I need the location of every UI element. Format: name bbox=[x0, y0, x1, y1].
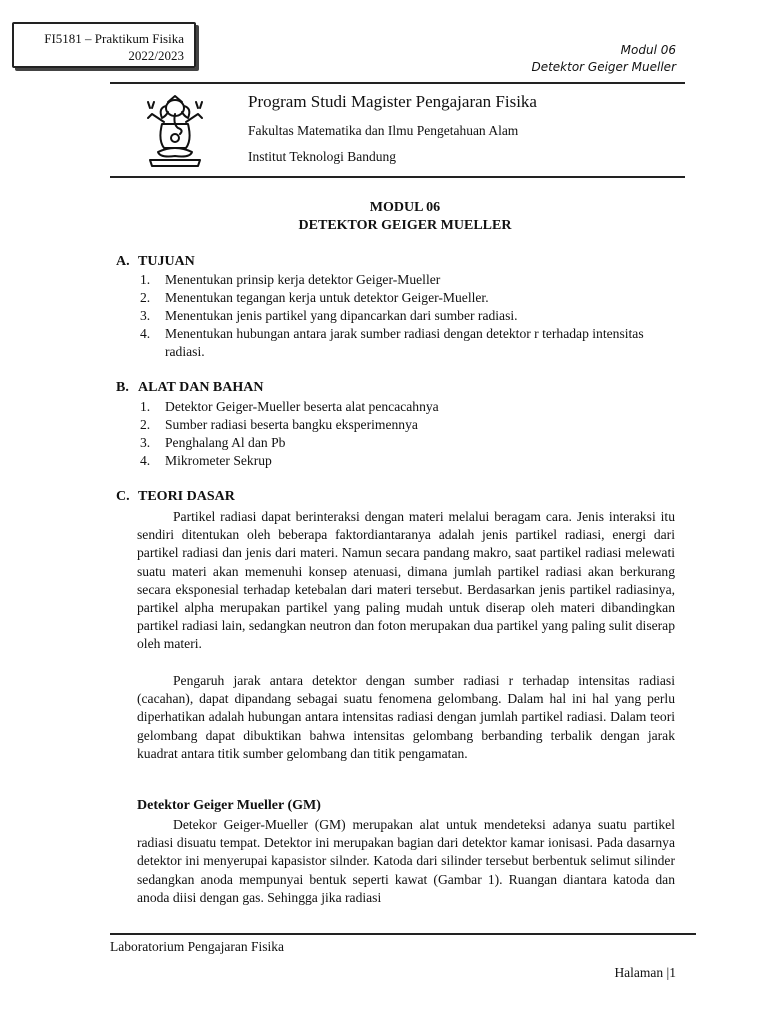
section-c-letter: C. bbox=[116, 489, 130, 504]
course-label-box bbox=[12, 22, 196, 68]
list-number: 2. bbox=[140, 290, 151, 305]
section-a-heading bbox=[116, 254, 195, 270]
list-item bbox=[140, 434, 688, 452]
list-text: Mikrometer Sekrup bbox=[165, 453, 272, 468]
page-number: Halaman |1 bbox=[614, 965, 676, 980]
list-item bbox=[140, 307, 688, 325]
footer-lab-name: Laboratorium Pengajaran Fisika bbox=[110, 939, 284, 954]
list-number: 1. bbox=[140, 272, 151, 287]
objectives-list bbox=[140, 271, 688, 361]
program-title: Program Studi Magister Pengajaran Fisika bbox=[248, 92, 537, 111]
list-text: Menentukan prinsip kerja detektor Geiger-Mueller bbox=[165, 272, 441, 287]
theory-paragraph-1: Partikel radiasi dapat berinteraksi dengan materi melalui beragam cara. Jenis interaksi itu sendiri ditentukan oleh beberapa faktordiantaranya adalah jenis partikel radiasi, energi dari partikel radiasi dan jenis dari materi. Namun secara pandang makro, saat partikel radiasi melewati suatu materi akan memenuhi konsep atenuasi, dimana jumlah partikel radiasi akan berkurang secara eksponesial terhadap ketebalan dari materi tersebut. Berdasarkan jenis partikel radiasinya, partikel alpha merupakan partikel yang paling mudah untuk diserap oleh materi dibandingkan partikel radiasi lain, sedangkan neutron dan foton merupakan dua partikel yang paling sulit diserap oleh materi. bbox=[137, 509, 675, 652]
list-text: Menentukan hubungan antara jarak sumber radiasi dengan detektor r terhadap intensitas radiasi. bbox=[165, 326, 644, 359]
section-b-title: ALAT DAN BAHAN bbox=[138, 380, 264, 395]
academic-year: 2022/2023 bbox=[128, 48, 184, 63]
list-number: 3. bbox=[140, 435, 151, 450]
gm-subheading: Detektor Geiger Mueller (GM) bbox=[137, 798, 321, 813]
institute-name: Institut Teknologi Bandung bbox=[248, 149, 397, 164]
module-tag bbox=[531, 42, 676, 76]
list-number: 1. bbox=[140, 399, 151, 414]
equipment-list bbox=[140, 398, 688, 470]
theory-paragraph-2: Pengaruh jarak antara detektor dengan sumber radiasi r terhadap intensitas radiasi (cacahan), dapat dipandang sebagai suatu fenomena gelombang. Dalam hal ini hal yang perlu diperhatikan adalah hubungan antara intensitas radiasi dengan jumlah partikel radiasi. Dalam teori gelombang dapat dibuktikan bahwa intensitas gelombang berbanding terbalik dengan jarak kuadrat antara titik sumber gelombang dan titik pengamatan. bbox=[137, 673, 675, 761]
list-item bbox=[140, 398, 688, 416]
module-number: Modul 06 bbox=[620, 43, 676, 57]
section-b-heading bbox=[116, 380, 264, 396]
header-bottom-rule bbox=[110, 176, 685, 178]
list-text: Menentukan tegangan kerja untuk detektor Geiger-Mueller. bbox=[165, 290, 489, 305]
list-text: Detektor Geiger-Mueller beserta alat pencacahnya bbox=[165, 399, 439, 414]
list-number: 2. bbox=[140, 417, 151, 432]
list-number: 4. bbox=[140, 326, 151, 341]
list-number: 4. bbox=[140, 453, 151, 468]
list-item bbox=[140, 289, 688, 307]
course-code: FI5181 – Praktikum Fisika bbox=[44, 31, 184, 46]
list-text: Menentukan jenis partikel yang dipancarkan dari sumber radiasi. bbox=[165, 308, 518, 323]
module-name: Detektor Geiger Mueller bbox=[531, 60, 676, 74]
list-text: Sumber radiasi beserta bangku eksperimennya bbox=[165, 417, 418, 432]
list-text: Penghalang Al dan Pb bbox=[165, 435, 286, 450]
section-a-letter: A. bbox=[116, 254, 130, 269]
list-item bbox=[140, 325, 688, 361]
section-c-heading bbox=[116, 489, 235, 505]
list-item bbox=[140, 452, 688, 470]
section-b-letter: B. bbox=[116, 380, 129, 395]
list-number: 3. bbox=[140, 308, 151, 323]
module-title-line2: DETEKTOR GEIGER MUELLER bbox=[298, 218, 512, 233]
itb-ganesha-logo-icon bbox=[140, 94, 210, 168]
section-c-title: TEORI DASAR bbox=[138, 489, 235, 504]
gm-paragraph: Detekor Geiger-Mueller (GM) merupakan alat untuk mendeteksi adanya suatu partikel radiasi disuatu tempat. Detektor ini merupakan bagian dari detektor kamar ionisasi. Pada dasarnya detektor ini menyerupai kapasistor silnder. Katoda dari silinder tersebut berbentuk selimut silinder sedangkan anoda mempunyai bentuk seperti kawat (Gambar 1). Ruangan diantara katoda dan anoda diisi dengan gas. Sehingga jika radiasi bbox=[137, 817, 675, 905]
section-a-title: TUJUAN bbox=[138, 254, 195, 269]
footer-rule bbox=[110, 933, 696, 935]
list-item bbox=[140, 416, 688, 434]
list-item bbox=[140, 271, 688, 289]
faculty-name: Fakultas Matematika dan Ilmu Pengetahuan Alam bbox=[248, 123, 519, 138]
header-top-rule bbox=[110, 82, 685, 84]
module-title-line1: MODUL 06 bbox=[369, 200, 441, 215]
